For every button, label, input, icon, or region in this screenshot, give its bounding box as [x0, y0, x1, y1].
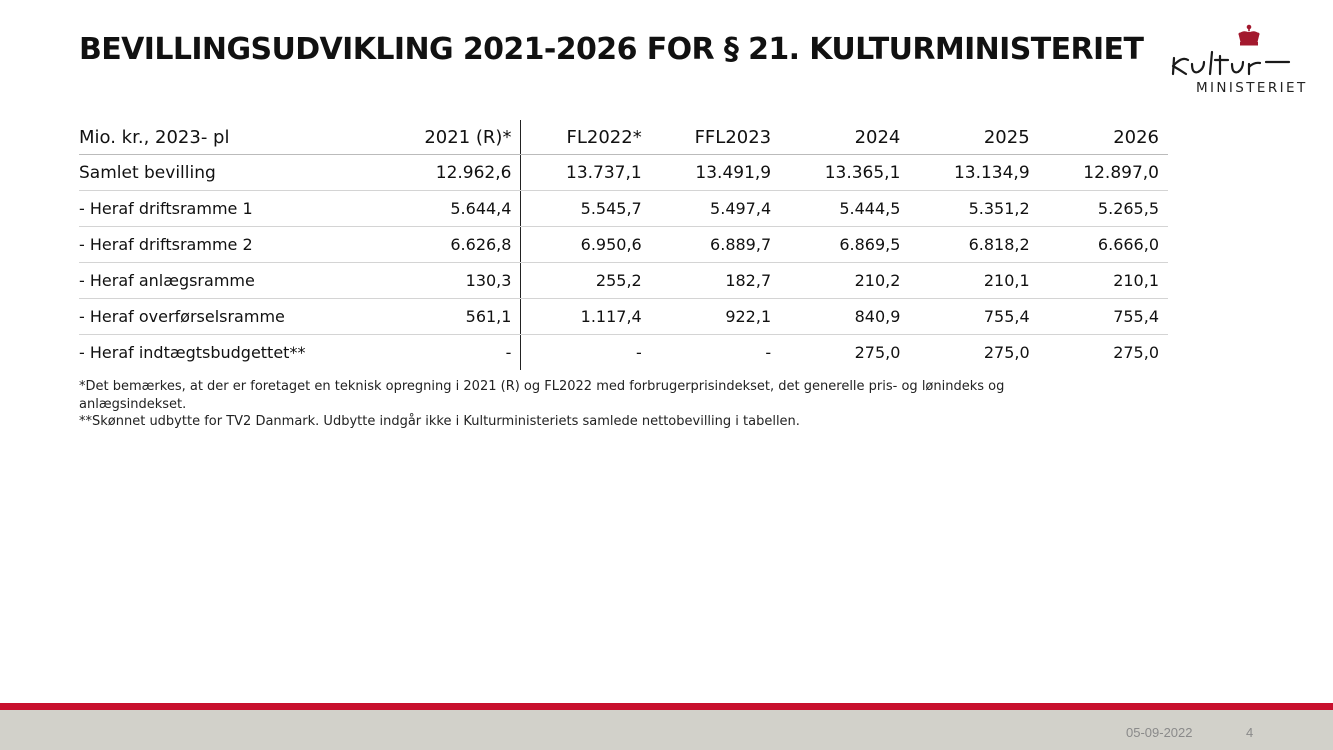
- table-cell: 13.737,1: [521, 155, 651, 191]
- page-title: BEVILLINGSUDVIKLING 2021-2026 FOR § 21. KULTURMINISTERIET: [79, 32, 1144, 67]
- column-header: 2024: [780, 120, 909, 155]
- table-cell: 13.134,9: [909, 155, 1038, 191]
- column-header: FFL2023: [651, 120, 780, 155]
- footnotes: [79, 378, 1039, 431]
- row-label: - Heraf driftsramme 1: [79, 191, 389, 227]
- table-row: [79, 191, 1168, 227]
- kulturministeriet-logo: [1168, 22, 1310, 98]
- column-header: FL2022*: [521, 120, 651, 155]
- table-cell: -: [765, 343, 772, 362]
- column-header: 2021 (R)*: [389, 120, 521, 155]
- row-label: - Heraf driftsramme 2: [79, 227, 389, 263]
- table-cell: 275,0: [1113, 343, 1159, 362]
- table-cell: 840,9: [780, 299, 909, 335]
- budget-table: [79, 120, 1168, 370]
- table-cell: 12.962,6: [389, 155, 521, 191]
- table-cell: 5.545,7: [521, 191, 651, 227]
- table-cell: 275,0: [854, 343, 901, 362]
- footer-accent-stripe: [0, 703, 1333, 710]
- table-row-total: [79, 155, 1168, 191]
- table-cell: 6.889,7: [651, 227, 780, 263]
- table-cell: 922,1: [651, 299, 780, 335]
- row-label: - Heraf overførselsramme: [79, 299, 389, 335]
- table-cell: 182,7: [651, 263, 780, 299]
- table-cell: 5.497,4: [651, 191, 780, 227]
- column-header: Mio. kr., 2023- pl: [79, 120, 389, 155]
- table-cell: 1.117,4: [521, 299, 651, 335]
- table-cell: 255,2: [521, 263, 651, 299]
- table-header-row: [79, 120, 1168, 155]
- crown-icon: [1239, 25, 1260, 45]
- table-cell: 210,1: [1039, 263, 1168, 299]
- table-cell: 5.351,2: [909, 191, 1038, 227]
- table-cell: 130,3: [389, 263, 521, 299]
- table-cell: 755,4: [909, 299, 1038, 335]
- table-row: [79, 335, 1168, 371]
- footer-date: 05-09-2022: [1126, 725, 1193, 740]
- table-cell: 6.869,5: [780, 227, 909, 263]
- table-cell: 6.818,2: [909, 227, 1038, 263]
- footnote: **Skønnet udbytte for TV2 Danmark. Udbytte indgår ikke i Kulturministeriets samlede nettobevilling i tabellen.: [79, 414, 800, 429]
- row-label: - Heraf indtægtsbudgettet**: [79, 343, 306, 362]
- table-cell: 275,0: [983, 343, 1030, 362]
- column-header: 2026: [1039, 120, 1168, 155]
- kultur-script-signature: [1173, 52, 1289, 74]
- table-cell: 755,4: [1039, 299, 1168, 335]
- table-cell: 5.644,4: [389, 191, 521, 227]
- table-cell: -: [635, 343, 642, 362]
- table-cell: 5.444,5: [780, 191, 909, 227]
- footnote: *Det bemærkes, at der er foretaget en teknisk opregning i 2021 (R) og FL2022 med forbrugerprisindekset, det generelle pris- og lønindeks og anlægsindekset.: [79, 379, 1005, 412]
- table-cell: 210,1: [909, 263, 1038, 299]
- table-cell: 6.950,6: [521, 227, 651, 263]
- page-number: 4: [1246, 725, 1254, 740]
- table-row: [79, 299, 1168, 335]
- table-cell: 6.626,8: [389, 227, 521, 263]
- table-cell: 5.265,5: [1039, 191, 1168, 227]
- row-label: - Heraf anlægsramme: [79, 263, 389, 299]
- table-cell: 6.666,0: [1039, 227, 1168, 263]
- logo-wordmark: MINISTERIET: [1196, 80, 1308, 96]
- table-row: [79, 263, 1168, 299]
- table-cell: 210,2: [780, 263, 909, 299]
- column-header: 2025: [909, 120, 1038, 155]
- table-cell: -: [389, 335, 521, 371]
- table-cell: 12.897,0: [1039, 155, 1168, 191]
- table-row: [79, 227, 1168, 263]
- table-cell: 13.365,1: [780, 155, 909, 191]
- table-cell: 13.491,9: [651, 155, 780, 191]
- row-label: Samlet bevilling: [79, 155, 389, 191]
- table-cell: 561,1: [389, 299, 521, 335]
